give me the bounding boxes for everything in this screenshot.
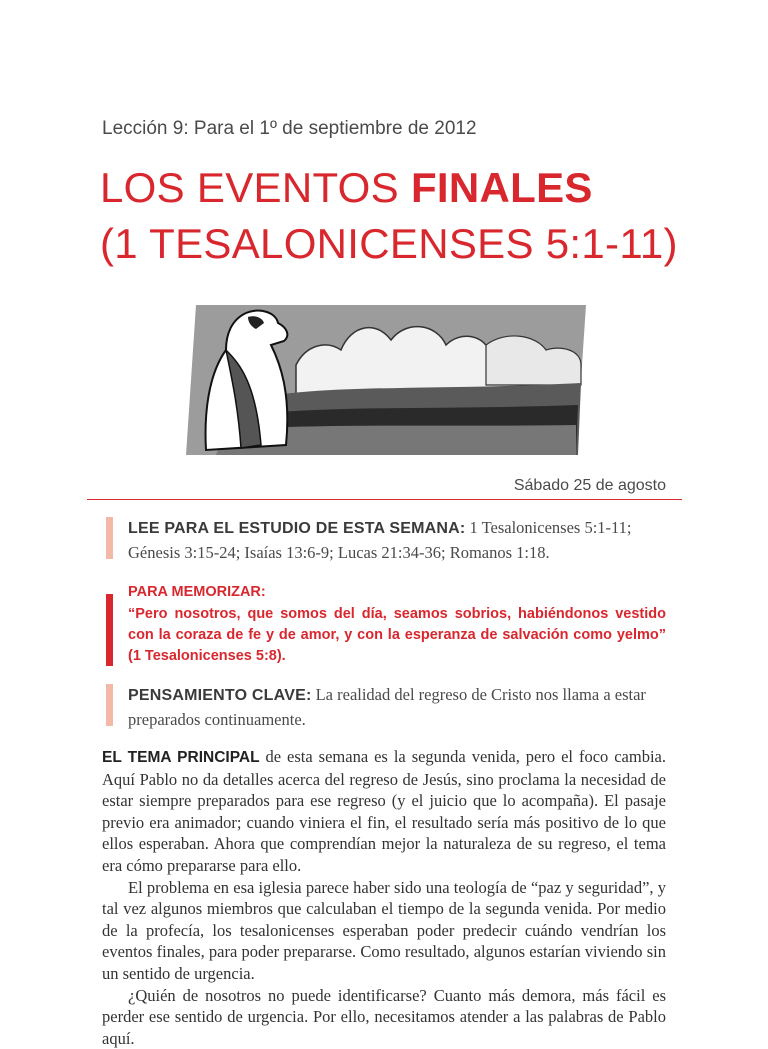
- title-bold: FINALES: [410, 164, 593, 211]
- key-thought-label: PENSAMIENTO CLAVE:: [128, 687, 312, 704]
- key-thought-section: [106, 683, 666, 732]
- memorize-label: PARA MEMORIZAR:: [128, 584, 266, 600]
- body-paragraph-1: de esta semana es la segunda venida, pero el foco cambia. Aquí Pablo no da detalles acerca del regreso de Jesús, sino proclama la necesidad de estar siempre preparados para ese regreso (y el juicio que lo acompaña). El pasaje previo era animador; cuando viniera el fin, el resultado sería más positivo de lo que ellos esperaban. Ahora que comprendían mejor la naturaleza de su regreso, el tema era cómo prepararse para ello.: [102, 747, 666, 875]
- key-thought-text: La realidad del regreso de Cristo nos llama a estar preparados continuamente.: [128, 685, 646, 729]
- title-part1: LOS EVENTOS: [100, 164, 411, 211]
- section-divider: [87, 499, 682, 500]
- lesson-subtitle: Lección 9: Para el 1º de septiembre de 2012: [102, 118, 477, 139]
- man-looking-horizon-illustration: [186, 305, 586, 455]
- read-label: LEE PARA EL ESTUDIO DE ESTA SEMANA:: [128, 520, 466, 537]
- body-lead: EL TEMA PRINCIPAL: [102, 749, 260, 766]
- day-date: Sábado 25 de agosto: [513, 477, 666, 494]
- read-text: 1 Tesalonicenses 5:1-11; Génesis 3:15-24; Isaías 13:6-9; Lucas 21:34-36; Romanos 1:18.: [128, 518, 632, 562]
- title-line2: (1 TESALONICENSES 5:1-11): [100, 220, 678, 267]
- body-paragraph-3: ¿Quién de nosotros no puede identificarse? Cuanto más demora, más fácil es perder ese sentido de urgencia. Por ello, necesitamos atender a las palabras de Pablo aquí.: [102, 985, 666, 1048]
- read-section: [106, 516, 666, 565]
- lesson-body: [102, 746, 666, 1049]
- memorize-text: “Pero nosotros, que somos del día, seamos sobrios, habiéndonos vestido con la coraza de fe y de amor, y con la esperanza de salvación como yelmo” (1 Tesalonicenses 5:8).: [128, 606, 666, 664]
- memorize-section: [106, 580, 666, 667]
- body-paragraph-2: El problema en esa iglesia parece haber sido una teología de “paz y seguridad”, y tal vez algunos miembros que calculaban el tiempo de la segunda venida. Por medio de la profecía, los tesalonicenses esperaban poder predecir cuándo vendrían los eventos finales, para poder prepararse. Como resultado, algunos estarían viviendo sin un sentido de urgencia.: [102, 877, 666, 983]
- lesson-title: [100, 160, 678, 272]
